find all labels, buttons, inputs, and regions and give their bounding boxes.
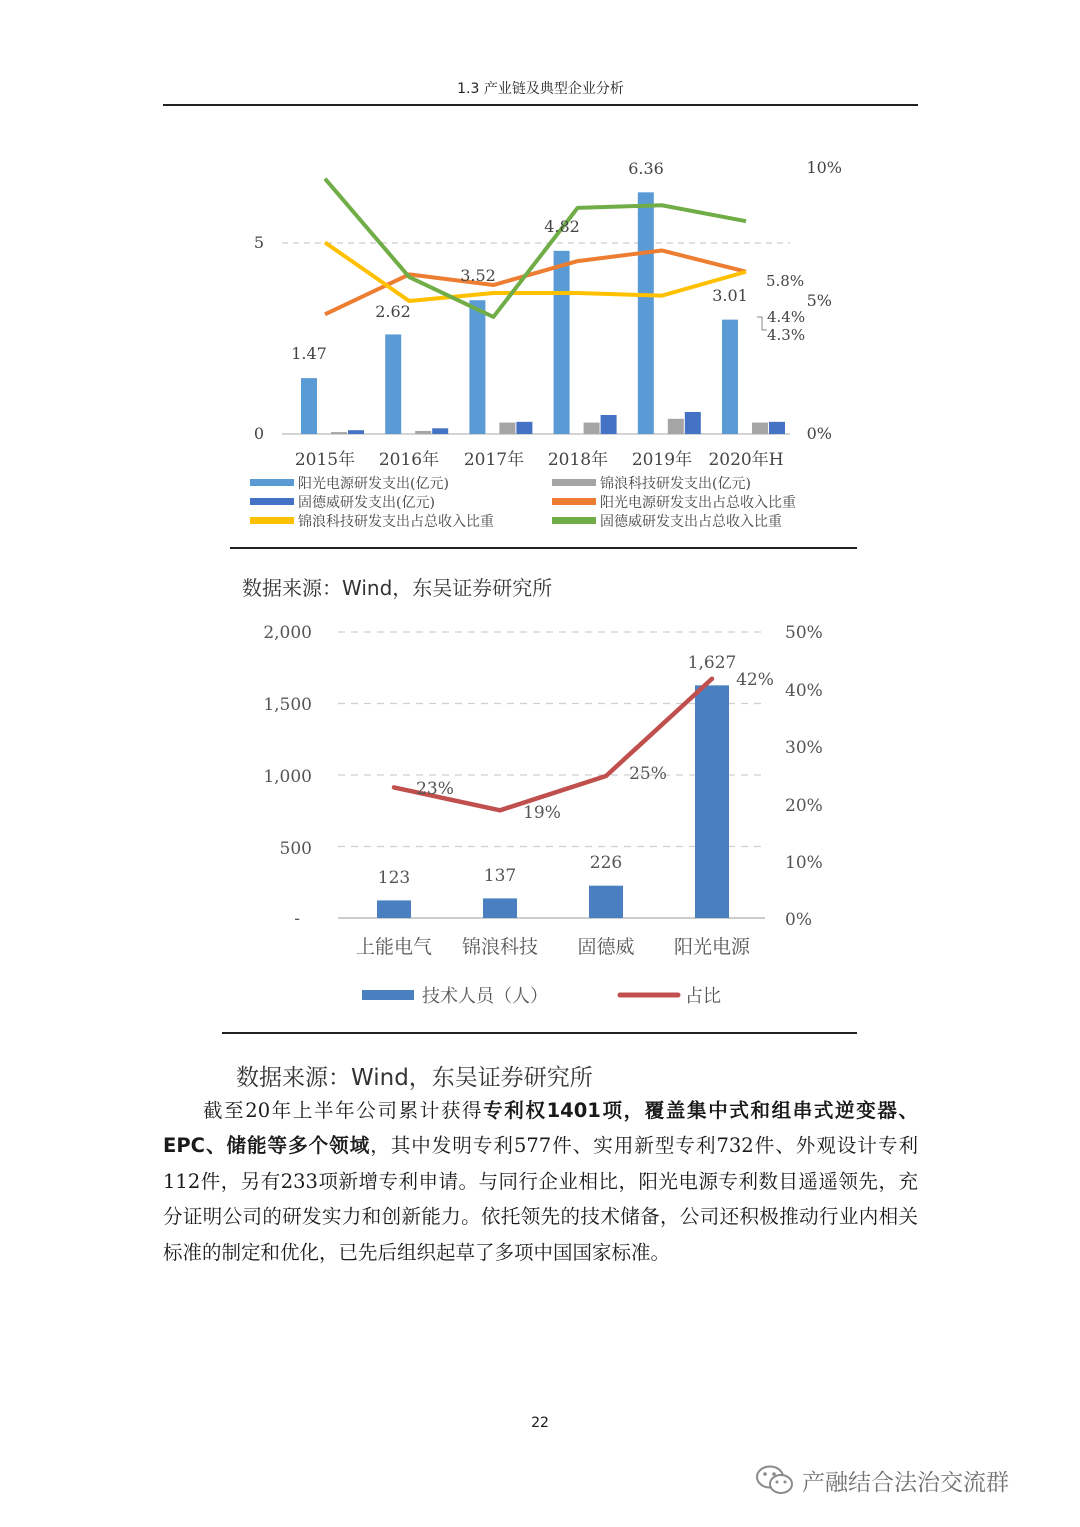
category-label: 2016年 bbox=[378, 450, 440, 470]
bar-data-label: 1,627 bbox=[687, 653, 737, 673]
legend-label: 占比 bbox=[685, 986, 721, 1007]
bar-3 bbox=[695, 685, 729, 918]
bar-data-label: 1.47 bbox=[291, 344, 327, 363]
left-tick-label: 1,500 bbox=[263, 695, 312, 715]
right-tick-label: 10% bbox=[785, 853, 823, 873]
legend-label: 阳光电源研发支出占总收入比重 bbox=[600, 495, 796, 511]
legend-swatch bbox=[552, 498, 596, 505]
bar-2-4 bbox=[685, 412, 701, 434]
bar-2-2 bbox=[516, 422, 532, 434]
paragraph-text: ，其中发明专利577件、实用新型专利732件、外观设计专利112件，另有233项新增专利申请。与同行企业相比，阳光电源专利数目遥遥领先，充分证明公司的研发实力和创新能力。依托领先的技术储备，公司还积极推动行业内相关标准的制定和优化，已先后组织起草了多项中国国家标准。 bbox=[163, 1134, 918, 1264]
rd-expense-chart bbox=[230, 140, 860, 540]
page-header: 1.3 产业链及典型企业分析 bbox=[457, 81, 624, 97]
line-end-label: 4.4% bbox=[767, 308, 806, 326]
paragraph-text: 截至20年上半年公司累计获得 bbox=[203, 1099, 484, 1122]
bar-data-label: 4.82 bbox=[544, 217, 580, 236]
legend-swatch bbox=[552, 517, 596, 524]
bar-1-0 bbox=[331, 432, 347, 434]
label-leader bbox=[757, 317, 767, 330]
chart2-bottom-rule bbox=[222, 1032, 857, 1034]
legend-label: 技术人员（人） bbox=[422, 986, 548, 1007]
bar-2-5 bbox=[769, 422, 785, 434]
bar-data-label: 3.01 bbox=[712, 286, 748, 305]
chart1-source: 数据来源：Wind，东吴证券研究所 bbox=[242, 576, 553, 600]
right-tick-label: 0% bbox=[806, 424, 832, 443]
category-label: 2020年H bbox=[708, 450, 784, 470]
bar-1 bbox=[483, 898, 517, 918]
bar-1-1 bbox=[415, 431, 431, 434]
bar-2-0 bbox=[348, 430, 364, 434]
bar-1-5 bbox=[752, 423, 768, 434]
right-tick-label: 30% bbox=[785, 738, 823, 758]
category-label: 锦浪科技 bbox=[461, 936, 539, 958]
bar-1-2 bbox=[499, 423, 515, 434]
line-series-2 bbox=[325, 179, 746, 317]
line-end-label: 4.3% bbox=[767, 326, 806, 344]
wechat-icon bbox=[754, 1463, 796, 1497]
legend-swatch bbox=[552, 479, 596, 486]
right-tick-label: 5% bbox=[806, 291, 832, 310]
bar-data-label: 2.62 bbox=[375, 302, 411, 321]
legend-swatch bbox=[250, 517, 294, 524]
bar-1-4 bbox=[668, 419, 684, 434]
page-number: 22 bbox=[531, 1415, 549, 1431]
legend-swatch bbox=[250, 498, 294, 505]
bar-data-label: 123 bbox=[377, 868, 411, 888]
category-label: 2017年 bbox=[463, 450, 525, 470]
bar-2-1 bbox=[432, 428, 448, 434]
bar-0 bbox=[377, 900, 411, 918]
right-tick-label: 20% bbox=[785, 796, 823, 816]
chart1-bottom-rule bbox=[230, 547, 857, 549]
line-data-label: 23% bbox=[416, 779, 454, 799]
bar-data-label: 226 bbox=[589, 853, 623, 873]
left-tick-label: - bbox=[294, 909, 300, 929]
category-label: 固德威 bbox=[577, 936, 635, 958]
bar-1-3 bbox=[584, 423, 600, 434]
line-end-label: 5.8% bbox=[766, 272, 805, 290]
bar-0-4 bbox=[638, 192, 654, 434]
body-paragraph bbox=[163, 1093, 918, 1270]
legend-label: 固德威研发支出占总收入比重 bbox=[600, 514, 782, 530]
left-tick-label: 500 bbox=[279, 839, 312, 859]
right-tick-label: 10% bbox=[806, 158, 842, 177]
bar-data-label: 3.52 bbox=[460, 266, 496, 285]
legend-label: 锦浪科技研发支出(亿元) bbox=[600, 476, 751, 492]
header-rule bbox=[163, 104, 918, 106]
category-label: 2018年 bbox=[547, 450, 609, 470]
line-data-label: 42% bbox=[736, 670, 774, 690]
category-label: 上能电气 bbox=[355, 936, 433, 958]
watermark bbox=[754, 1462, 1009, 1498]
watermark-text: 产融结合法治交流群 bbox=[802, 1469, 1009, 1496]
left-tick-label: 0 bbox=[253, 424, 264, 443]
paragraph-bold: 专利权1401项，覆盖集中式和组串式逆变器、EPC、储能等多个领域 bbox=[163, 1099, 918, 1158]
left-tick-label: 1,000 bbox=[263, 767, 312, 787]
right-tick-label: 0% bbox=[785, 910, 812, 930]
line-data-label: 19% bbox=[523, 803, 561, 823]
bar-data-label: 6.36 bbox=[628, 159, 664, 178]
bar-2 bbox=[589, 886, 623, 918]
legend-swatch bbox=[250, 479, 294, 486]
bar-0-0 bbox=[301, 378, 317, 434]
right-tick-label: 40% bbox=[785, 681, 823, 701]
line-data-label: 25% bbox=[629, 764, 667, 784]
bar-0-3 bbox=[554, 251, 570, 434]
legend-label: 固德威研发支出(亿元) bbox=[298, 495, 435, 511]
bar-0-1 bbox=[385, 334, 401, 434]
bar-0-5 bbox=[722, 320, 738, 434]
right-tick-label: 50% bbox=[785, 623, 823, 643]
left-tick-label: 2,000 bbox=[263, 623, 312, 643]
legend-label: 阳光电源研发支出(亿元) bbox=[298, 476, 449, 492]
tech-staff-chart bbox=[230, 610, 860, 1020]
chart2-source: 数据来源：Wind，东吴证券研究所 bbox=[236, 1065, 593, 1091]
category-label: 2015年 bbox=[294, 450, 356, 470]
bar-0-2 bbox=[469, 300, 485, 434]
legend-swatch bbox=[362, 990, 414, 1000]
left-tick-label: 5 bbox=[253, 233, 264, 252]
bar-data-label: 137 bbox=[483, 866, 517, 886]
category-label: 阳光电源 bbox=[673, 936, 751, 958]
legend-label: 锦浪科技研发支出占总收入比重 bbox=[298, 514, 494, 530]
category-label: 2019年 bbox=[631, 450, 693, 470]
bar-2-3 bbox=[601, 415, 617, 434]
